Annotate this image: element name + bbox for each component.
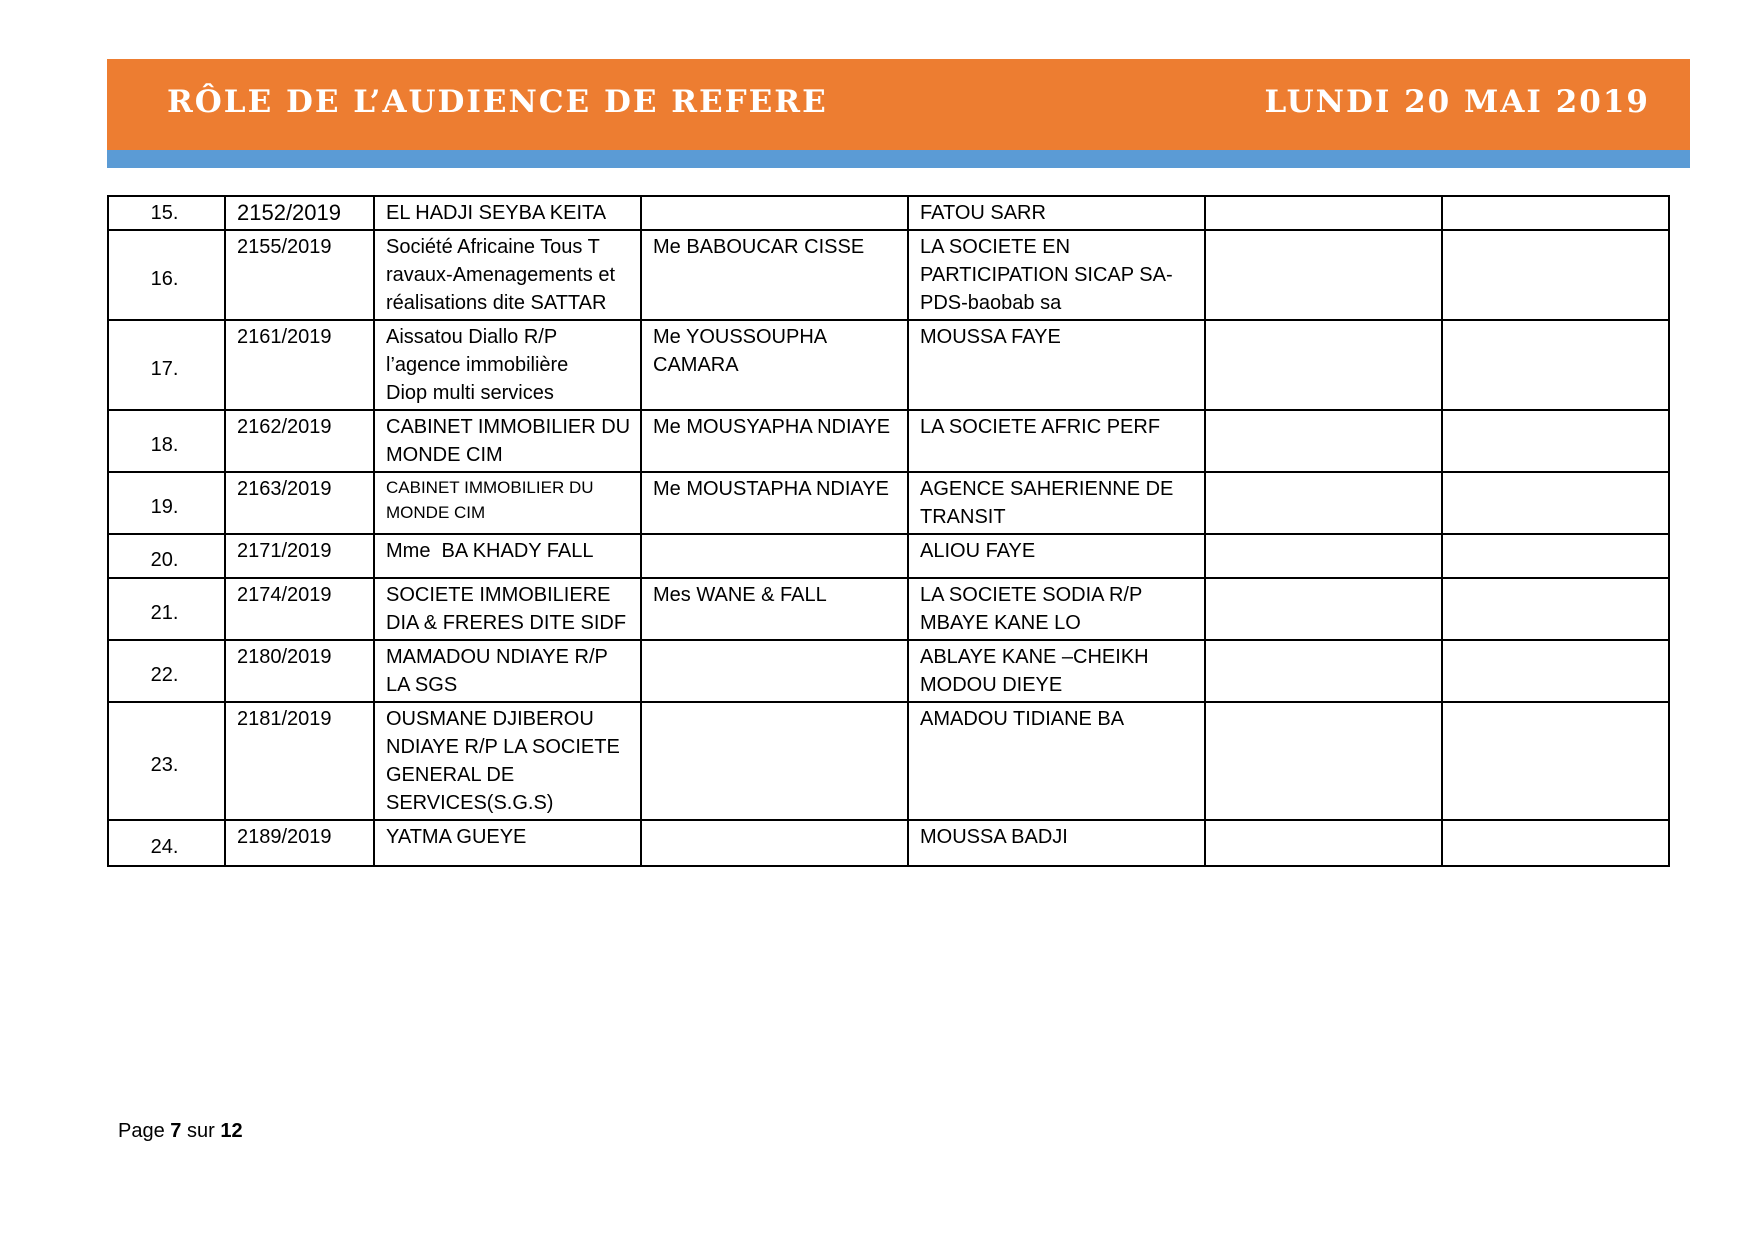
row-number: 24. [108, 820, 225, 866]
lawyer-name: Me BABOUCAR CISSE [641, 230, 908, 320]
case-number: 2181/2019 [225, 702, 374, 820]
row-number: 23. [108, 702, 225, 820]
row-number: 18. [108, 410, 225, 472]
party-name: EL HADJI SEYBA KEITA [374, 196, 641, 230]
table-row [108, 320, 1669, 410]
document-title: RÔLE DE L’AUDIENCE DE REFERE [167, 84, 828, 120]
row-number: 22. [108, 640, 225, 702]
empty-cell [1205, 410, 1442, 472]
header-stripe [107, 150, 1690, 168]
empty-cell [1442, 534, 1669, 578]
row-number: 19. [108, 472, 225, 534]
opponent-name: AMADOU TIDIANE BA [908, 702, 1205, 820]
page-of-label: sur [186, 1120, 215, 1142]
empty-cell [1205, 320, 1442, 410]
opponent-name: MOUSSA BADJI [908, 820, 1205, 866]
empty-cell [1205, 472, 1442, 534]
row-number: 20. [108, 534, 225, 578]
lawyer-name [641, 534, 908, 578]
page-current: 7 [170, 1120, 182, 1142]
party-name: CABINET IMMOBILIER DU MONDE CIM [374, 472, 641, 534]
empty-cell [1442, 320, 1669, 410]
opponent-name: LA SOCIETE AFRIC PERF [908, 410, 1205, 472]
table-row [108, 578, 1669, 640]
opponent-name: LA SOCIETE SODIA R/P MBAYE KANE LO [908, 578, 1205, 640]
case-number: 2155/2019 [225, 230, 374, 320]
empty-cell [1442, 702, 1669, 820]
empty-cell [1442, 578, 1669, 640]
opponent-name: AGENCE SAHERIENNE DE TRANSIT [908, 472, 1205, 534]
row-number: 16. [108, 230, 225, 320]
lawyer-name [641, 702, 908, 820]
empty-cell [1442, 472, 1669, 534]
opponent-name: ALIOU FAYE [908, 534, 1205, 578]
party-name: Société Africaine Tous T ravaux-Amenagements et réalisations dite SATTAR [374, 230, 641, 320]
table-row [108, 230, 1669, 320]
table-row [108, 702, 1669, 820]
opponent-name: ABLAYE KANE –CHEIKH MODOU DIEYE [908, 640, 1205, 702]
opponent-name: FATOU SARR [908, 196, 1205, 230]
empty-cell [1442, 410, 1669, 472]
case-number: 2171/2019 [225, 534, 374, 578]
case-number: 2189/2019 [225, 820, 374, 866]
page-label: Page [118, 1120, 165, 1142]
lawyer-name: Me MOUSTAPHA NDIAYE [641, 472, 908, 534]
lawyer-name [641, 820, 908, 866]
table-row [108, 820, 1669, 866]
page-total: 12 [220, 1120, 243, 1142]
lawyer-name: Me YOUSSOUPHA CAMARA [641, 320, 908, 410]
empty-cell [1205, 820, 1442, 866]
empty-cell [1205, 578, 1442, 640]
row-number: 17. [108, 320, 225, 410]
opponent-name: LA SOCIETE EN PARTICIPATION SICAP SA- PDS-baobab sa [908, 230, 1205, 320]
table-row [108, 196, 1669, 230]
empty-cell [1205, 230, 1442, 320]
lawyer-name [641, 196, 908, 230]
table-row [108, 534, 1669, 578]
empty-cell [1442, 196, 1669, 230]
party-name: Mme BA KHADY FALL [374, 534, 641, 578]
party-name: YATMA GUEYE [374, 820, 641, 866]
case-number: 2180/2019 [225, 640, 374, 702]
row-number: 15. [108, 196, 225, 230]
table-row [108, 640, 1669, 702]
party-name: SOCIETE IMMOBILIERE DIA & FRERES DITE SIDF [374, 578, 641, 640]
empty-cell [1442, 640, 1669, 702]
party-name: CABINET IMMOBILIER DU MONDE CIM [374, 410, 641, 472]
empty-cell [1442, 230, 1669, 320]
case-number: 2174/2019 [225, 578, 374, 640]
case-number: 2162/2019 [225, 410, 374, 472]
case-number: 2163/2019 [225, 472, 374, 534]
lawyer-name: Mes WANE & FALL [641, 578, 908, 640]
party-name: MAMADOU NDIAYE R/P LA SGS [374, 640, 641, 702]
case-number: 2161/2019 [225, 320, 374, 410]
empty-cell [1205, 534, 1442, 578]
empty-cell [1205, 640, 1442, 702]
empty-cell [1205, 702, 1442, 820]
hearing-date: LUNDI 20 MAI 2019 [1264, 84, 1650, 120]
empty-cell [1442, 820, 1669, 866]
lawyer-name: Me MOUSYAPHA NDIAYE [641, 410, 908, 472]
opponent-name: MOUSSA FAYE [908, 320, 1205, 410]
table-row [108, 472, 1669, 534]
page-footer [118, 1120, 243, 1143]
party-name: OUSMANE DJIBEROU NDIAYE R/P LA SOCIETE GENERAL DE SERVICES(S.G.S) [374, 702, 641, 820]
lawyer-name [641, 640, 908, 702]
empty-cell [1205, 196, 1442, 230]
case-number: 2152/2019 [225, 196, 374, 230]
party-name: Aissatou Diallo R/P l’agence immobilière Diop multi services [374, 320, 641, 410]
hearing-roll-table [107, 195, 1670, 867]
row-number: 21. [108, 578, 225, 640]
table-row [108, 410, 1669, 472]
